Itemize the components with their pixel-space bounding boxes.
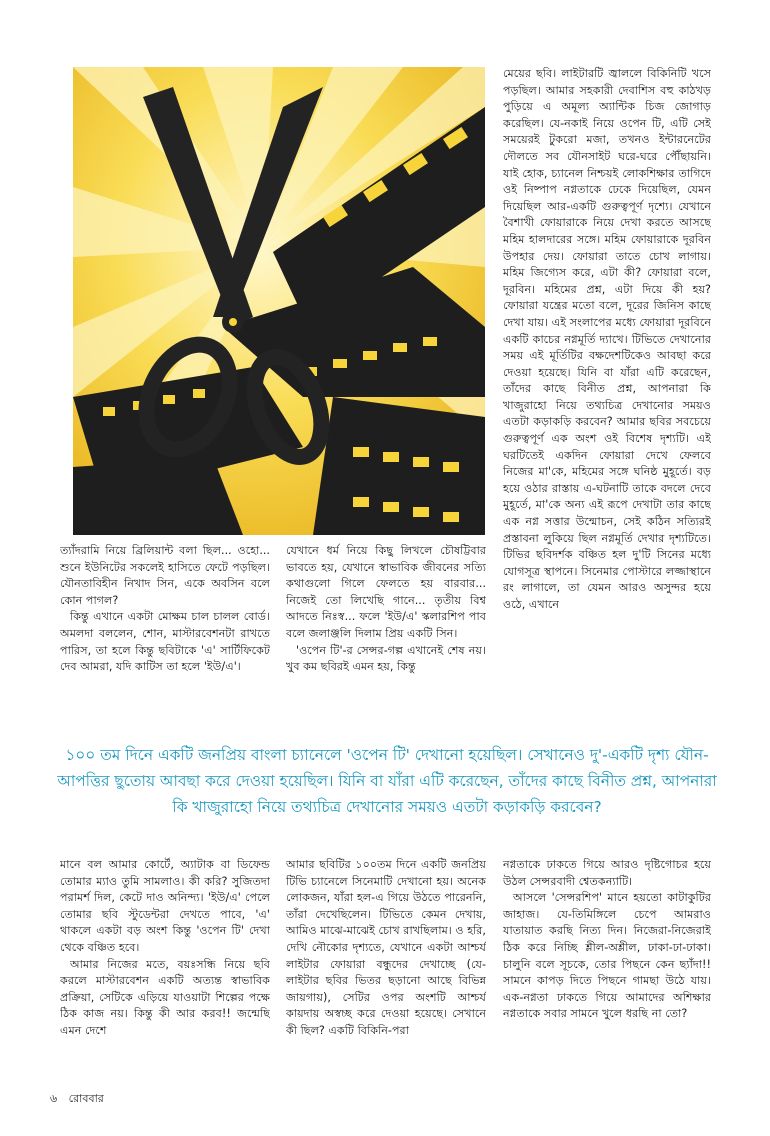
- article-column-right-top: [503, 66, 711, 738]
- page-footer: [50, 1090, 104, 1109]
- paragraph: নগ্নতাকে ঢাকতে গিয়ে আরও দৃষ্টিগোচর হয়ে উঠল সেন্সরবাদী শ্বেতকন্যাটি।: [503, 858, 711, 888]
- article-column-bottom-left: [60, 857, 270, 1082]
- paragraph: আসলে 'সেন্সরশিপ' মানে হয়তো কাটাকুটির জাহাজ। যে-তিমিঙ্গিলে চেপে আমরাও যাতায়াত করছি নিত্য দিন। নিজেরা-নিজেরাই ঠিক করে নিচ্ছি শ্লীল-অশ্লীল, ঢাকা-ঢা-ঢাকা। চালুনি বলে সূচকে, তোর পিছনে কেন ছ্যাঁদা!! সামনে কাপড় দিতে পিছনে গামছা উঠে যায়। এক-নগ্নতা ঢাকতে গিয়ে আমাদের অশিক্ষার নগ্নতাকে সবার সামনে খুলে ধরছি না তো?: [503, 891, 711, 1021]
- magazine-name: রোববার: [68, 1092, 104, 1105]
- article-column-bottom-middle: [286, 857, 486, 1082]
- article-column-middle: [286, 543, 486, 723]
- pull-quote: ১০০ তম দিনে একটি জনপ্রিয় বাংলা চ্যানেলে 'ওপেন টি' দেখানো হয়েছিল। সেখানেও দু'-একটি দৃশ্য যৌন-আপত্তির ছুতোয় আবছা করে দেওয়া হয়েছিল। যিনি বা যাঁরা এটি করেছেন, তাঁদের কাছে বিনীত প্রশ্ন, আপনারা কি খাজুরাহো নিয়ে তথ্যচিত্র দেখানোর সময়ও এতটা কড়াকড়ি করবেন?: [57, 746, 717, 816]
- paragraph: ত্যাঁদরামি নিয়ে ব্রিলিয়ান্ট বলা ছিল... ওহো... শুনে ইউনিটের সকলেই হাসিতে ফেটে পড়ছিল। যৌনতাবিহীন নিখাদ সিন, একে অবসিন বলে কোন পাগল?: [60, 544, 270, 607]
- paragraph: আমার ছবিটির ১০০তম দিনে একটি জনপ্রিয় টিভি চ্যানেলে সিনেমাটি দেখানো হয়। অনেক লোকজন, যাঁরা হল-এ গিয়ে উঠতে পারেননি, তাঁরা দেখেছিলেন। টিভিতে কেমন দেখায়, আমিও মাঝে-মাঝেই চোখ রাখছিলাম। ও হরি, দেখি নৌকোর দৃশ্যতে, যেখানে একটা আশ্চর্য লাইটার ফোয়ারা বন্ধুদের দেখাচ্ছে (যে-লাইটার ছবির ভিতর ছড়ানো আছে বিভিন্ন জায়গায়), সেটির ওপর অংশটি আশ্চর্য কায়দায় অস্বচ্ছ করে দেওয়া হয়েছে। সেখানে কী ছিল? একটি বিকিনি-পরা: [286, 858, 486, 1037]
- scissors-film-illustration: [73, 67, 485, 535]
- paragraph: কিন্তু এখানে একটা মোক্ষম চাল চালল বোর্ড। অমলদা বললেন, শোন, মাস্টারবেশনটা রাখতে পারিস, তা হলে কিন্তু ছবিটাকে 'এ' সার্টিফিকেট দেব আমরা, যদি কাটিস তা হলে 'ইউ/এ'।: [60, 610, 270, 674]
- paragraph: 'ওপেন টি'-র সেন্সর-গল্প এখানেই শেষ নয়। খুব কম ছবিরই এমন হয়, কিন্তু: [286, 643, 486, 674]
- paragraph: আমার নিজের মতে, বয়ঃসন্ধি নিয়ে ছবি করলে মাস্টারবেশন একটি অত্যন্ত স্বাভাবিক প্রক্রিয়া, সেটিকে এড়িয়ে যাওয়াটা শিল্পের পক্ষে ঠিক কাজ নয়। কিন্তু কী আর করব!! জন্মেছি এমন দেশে: [60, 957, 270, 1037]
- page-number: ৬: [50, 1092, 58, 1105]
- article-column-bottom-right: [503, 857, 711, 1082]
- paragraph: মানে বল আমার কোর্টে, অ্যাটাক বা ডিফেন্ড তোমার ম্যাও তুমি সামলাও। কী করি? সুজিতদা পরামর্শ দিল, কেটে দাও অনিন্দ্য। 'ইউ/এ' পেলে তোমার ছবি স্টুডেন্টরা দেখতে পাবে, 'এ' থাকলে একটা বড় অংশ কিন্তু 'ওপেন টি' দেখা থেকে বঞ্চিত হবে।: [60, 858, 270, 954]
- scissors-film-icon: [73, 67, 485, 535]
- paragraph: যেখানে ধর্ম নিয়ে কিছু লিখলে চৌষট্টিবার ভাবতে হয়, যেখানে স্বাভাবিক জীবনের সত্যি কথাগুলো গিলে ফেলতে হয় বারবার... নিজেই তো লিখেছি গানে... তৃতীয় বিশ্ব আদতে নিঃস্ব... ফলে 'ইউ/এ' স্কলারশিপ পাব বলে জলাঞ্জলি দিলাম প্রিয় একটি সিন।: [286, 544, 486, 640]
- paragraph: মেয়ের ছবি। লাইটারটি জ্বাললে বিকিনিটি খসে পড়ছিল। আমার সহকারী দেবাশিস বহু কাঠখড় পুড়িয়ে এ অমূল্য অ্যান্টিক চিজ জোগাড় করেছিল। যে-নকাই নিয়ে ওপেন টি, এটি সেই সময়েরই টুকরো মজা, তখনও ইন্টারনেটের দৌলতে সব যৌনসাইট ঘরে-ঘরে পৌঁছায়নি। যাই হোক, চ্যানেল নিশ্চয়ই লোকশিক্ষার তাগিদে ওই নিষ্পাপ নগ্নতাকে ঢেকে দিয়েছিল, যেমন দিয়েছিল আর-একটি গুরুত্বপূর্ণ দৃশ্যে। যেখানে বৈশাখী ফোয়ারাকে নিয়ে দেখা করতে আসছে মহিম হালদারের সঙ্গে। মহিম ফোয়ারাকে দূরবিন উপহার দেয়। ফোয়ারা তাতে চোখ লাগায়। মহিম জিগ্যেস করে, এটা কী? ফোয়ারা বলে, দূরবিন। মহিমের প্রশ্ন, এটা দিয়ে কী হয়? ফোয়ারা যন্ত্রের মতো বলে, দূরের জিনিস কাছে দেখা যায়। এই সংলাপের মধ্যে ফোয়ারা দূরবিনে একটি কাচের নগ্নমূর্তি দ্যাখে। টিভিতে দেখানোর সময় এই মূর্তিটির বক্ষদেশটিকেও আবছা করে দেওয়া হয়েছে। যিনি বা যাঁরা এটি করেছেন, তাঁদের কাছে বিনীত প্রশ্ন, আপনারা কি খাজুরাহো নিয়ে তথ্যচিত্র দেখানোর সময়ও এতটা কড়াকড়ি করবেন? আমার ছবির সবচেয়ে গুরুত্বপূর্ণ এক অংশ ওই বিশেষ দৃশ্যটি। এই ঘরটিতেই একদিন ফোয়ারা দেখে ফেলবে নিজের মা'কে, মহিমের সঙ্গে ঘনিষ্ঠ মুহূর্তে। বড় হয়ে ওঠার রাস্তায় এ-ঘটনাটি তাকে বদলে দেবে মুহূর্তে, মা'কে অন্য এই রূপে দেখাটা তার কাছে এক নগ্ন সত্তার উন্মোচন, সেই কঠিন সত্যিরই প্রস্তাবনা লুকিয়ে ছিল নগ্নমূর্তি দেখার দৃশ্যটিতে। টিভির ছবিদর্শক বঞ্চিত হল দু'টি সিনের মধ্যে যোগসূত্র স্থাপনে। সিনেমার পোস্টারে লজ্জাস্থানে রং লাগালে, তা যেমন আরও অসুন্দর হয়ে ওঠে, এখানে: [503, 67, 711, 611]
- article-column-left: [60, 543, 270, 723]
